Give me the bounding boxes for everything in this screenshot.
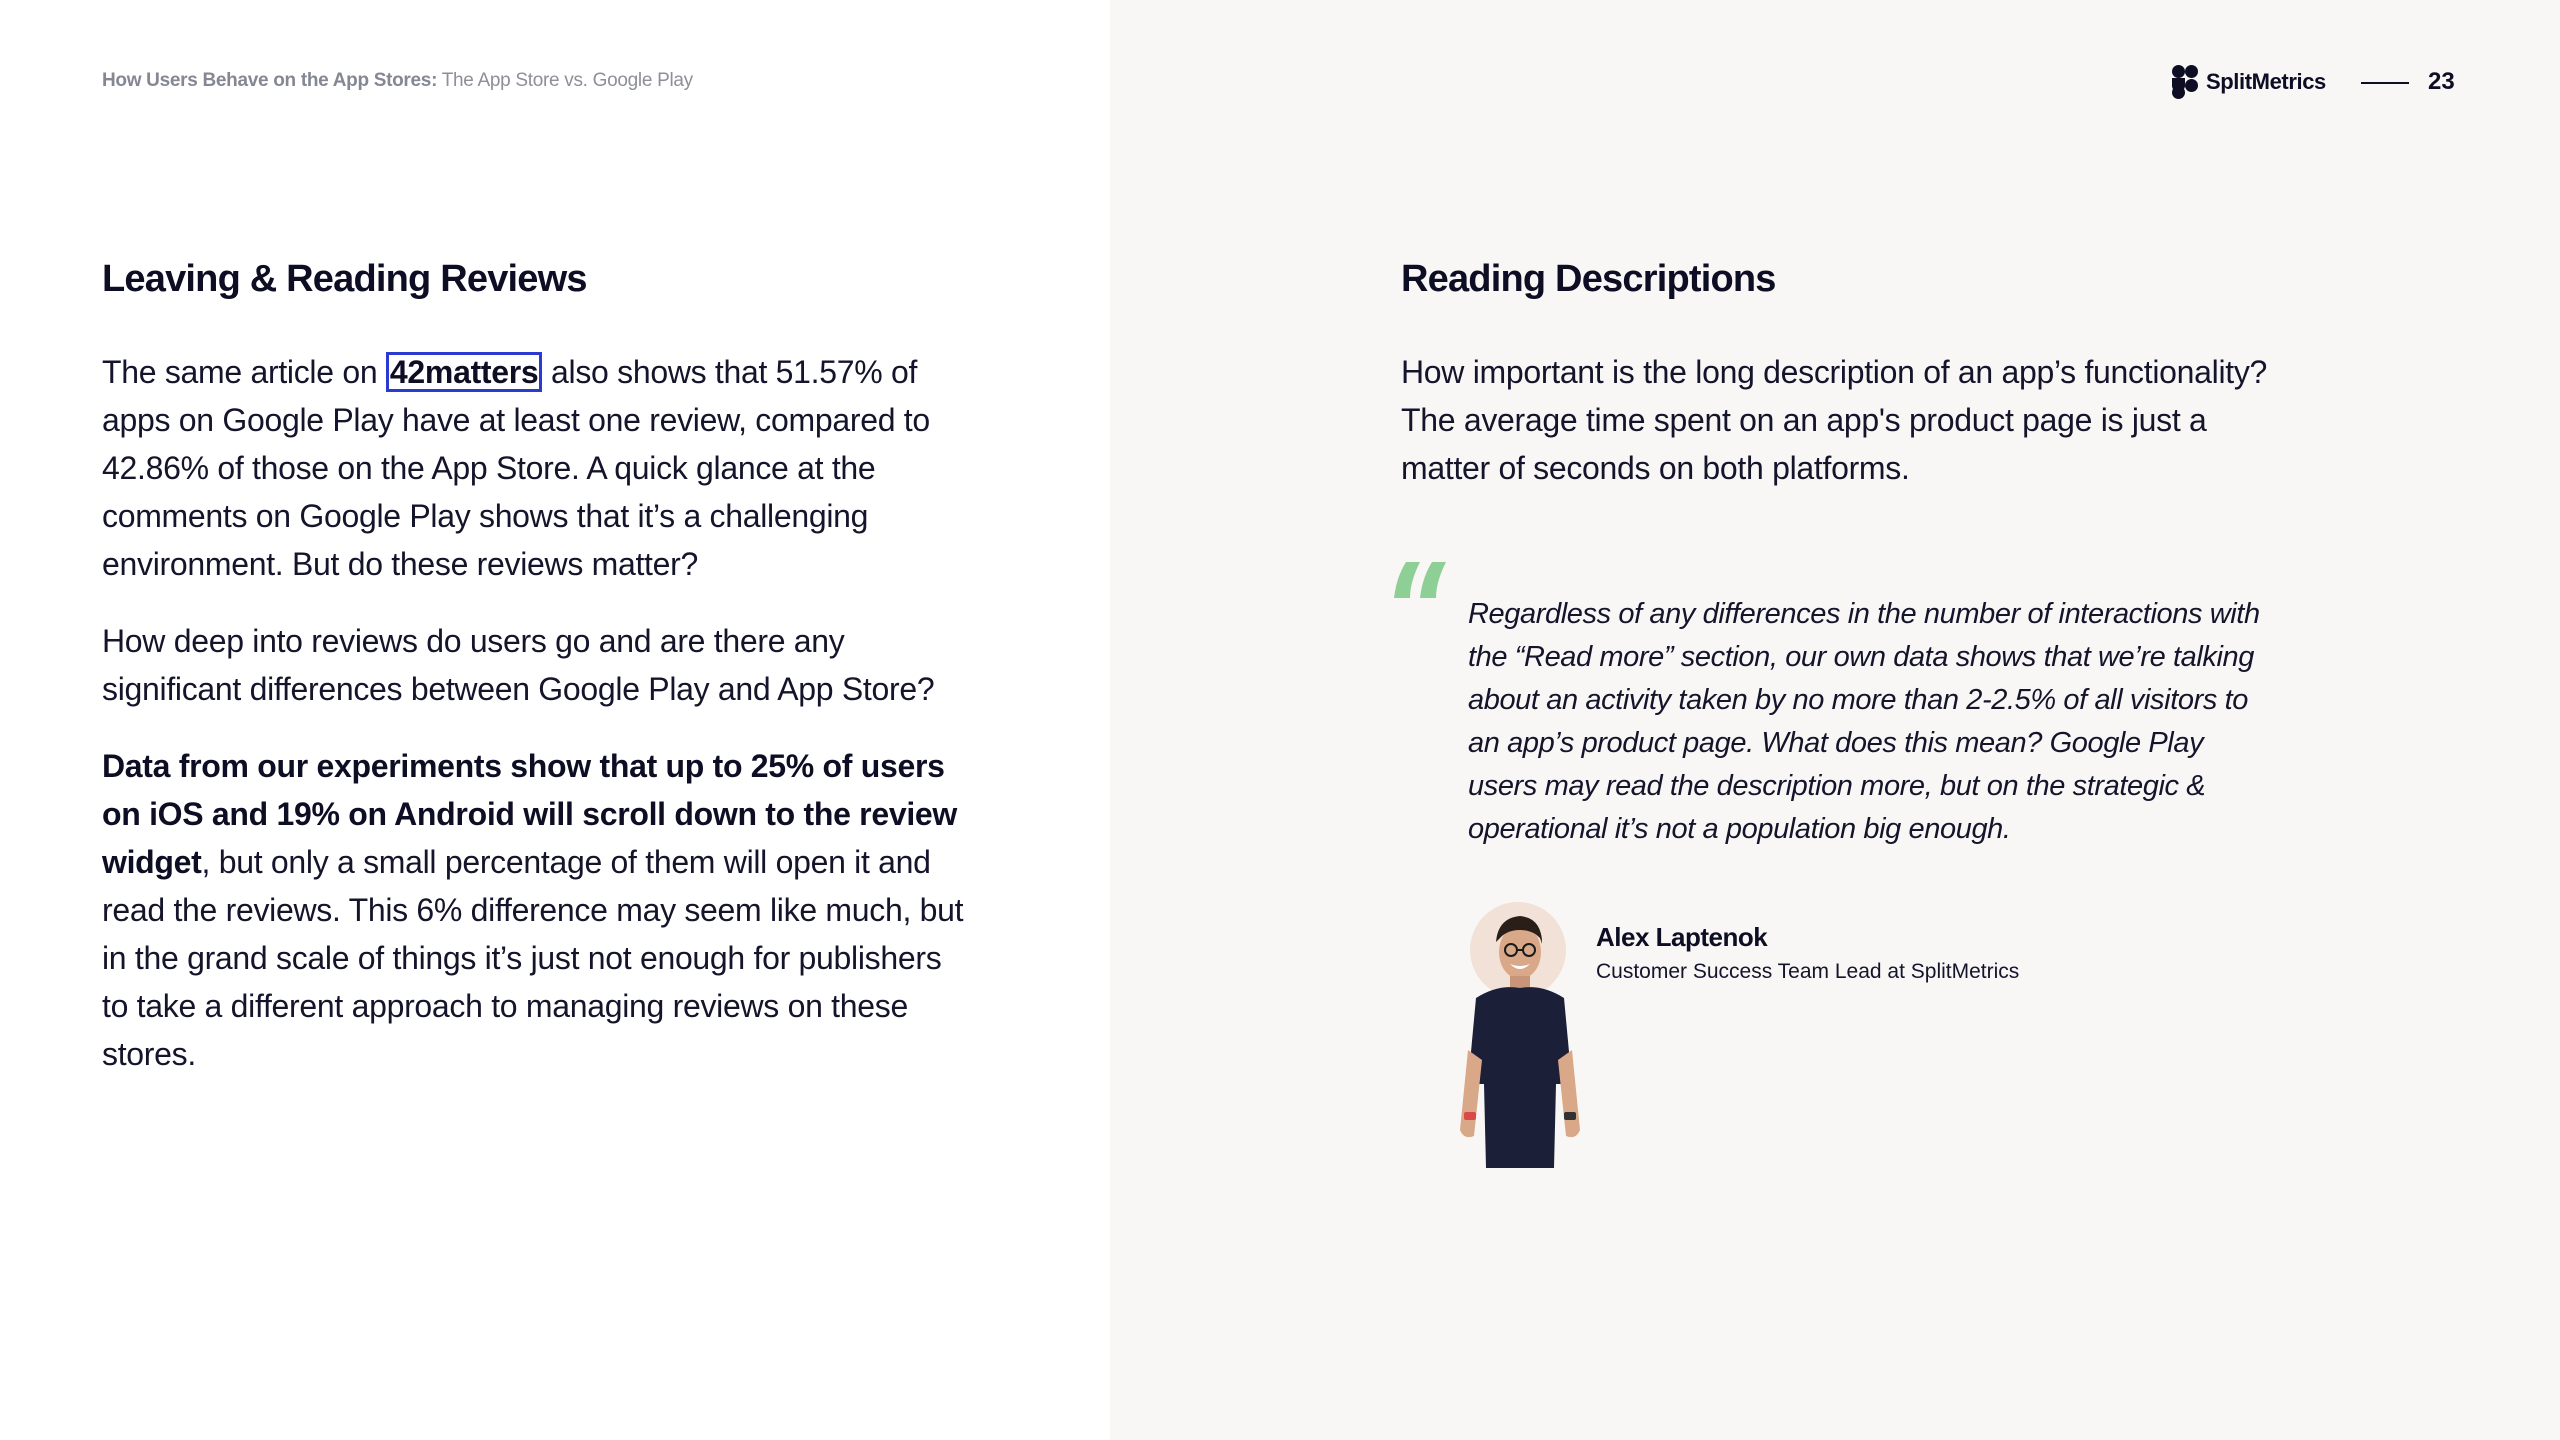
left-p3-bold: Data from our experiments show that up to 25% of users on iOS and 19% on Android will scroll down to the review widget bbox=[102, 748, 957, 880]
quote-mark-icon bbox=[1392, 558, 1448, 622]
author-role: Customer Success Team Lead at SplitMetrics bbox=[1596, 960, 2020, 983]
header-title-bold: How Users Behave on the App Stores: bbox=[102, 70, 438, 91]
testimonial-quote: Regardless of any differences in the number of interactions with the “Read more” section, our own data shows that we’re talking about an activity taken by no more than 2-2.5% of all visitors to an app’s product page. What does this mean? Google Play users may read the description more, but on the strategic & operational it’s not a population big enough. bbox=[1468, 598, 2260, 845]
left-paragraph-1 bbox=[102, 348, 972, 588]
42matters-link[interactable]: 42matters bbox=[386, 352, 543, 392]
left-p1-before: The same article on bbox=[102, 354, 386, 390]
page-number-rule bbox=[2361, 82, 2409, 84]
left-p1-after: also shows that 51.57% of apps on Google Play have at least one review, compared to 42.86% of those on the App Store. A quick glance at the comments on Google Play shows that it’s a challenging environment. But do these reviews matter? bbox=[102, 354, 930, 582]
splitmetrics-logo-icon bbox=[2172, 65, 2198, 99]
right-paragraph-1: How important is the long description of an app’s functionality? The average time spent on an app's product page is just a matter of seconds on both platforms. bbox=[1401, 354, 2268, 486]
right-section-title: Reading Descriptions bbox=[1401, 258, 1776, 300]
document-header bbox=[102, 70, 693, 92]
author-name: Alex Laptenok bbox=[1596, 922, 1768, 952]
right-section-body bbox=[1401, 348, 2271, 521]
left-p3-rest: , but only a small percentage of them will open it and read the reviews. This 6% difference may seem like much, but in the grand scale of things it’s just not enough for publishers to take a different approach to managing reviews on these stores. bbox=[102, 844, 964, 1072]
author-portrait bbox=[1450, 900, 1590, 1168]
left-paragraph-3 bbox=[102, 742, 972, 1078]
brand-logo bbox=[2172, 64, 2326, 100]
left-section-body bbox=[102, 348, 972, 1107]
brand-name: SplitMetrics bbox=[2206, 69, 2326, 94]
header-title-rest: The App Store vs. Google Play bbox=[437, 70, 693, 91]
page-number: 23 bbox=[2428, 68, 2455, 95]
left-section-title: Leaving & Reading Reviews bbox=[102, 258, 587, 300]
left-paragraph-2: How deep into reviews do users go and are there any significant differences between Google Play and App Store? bbox=[102, 623, 935, 707]
